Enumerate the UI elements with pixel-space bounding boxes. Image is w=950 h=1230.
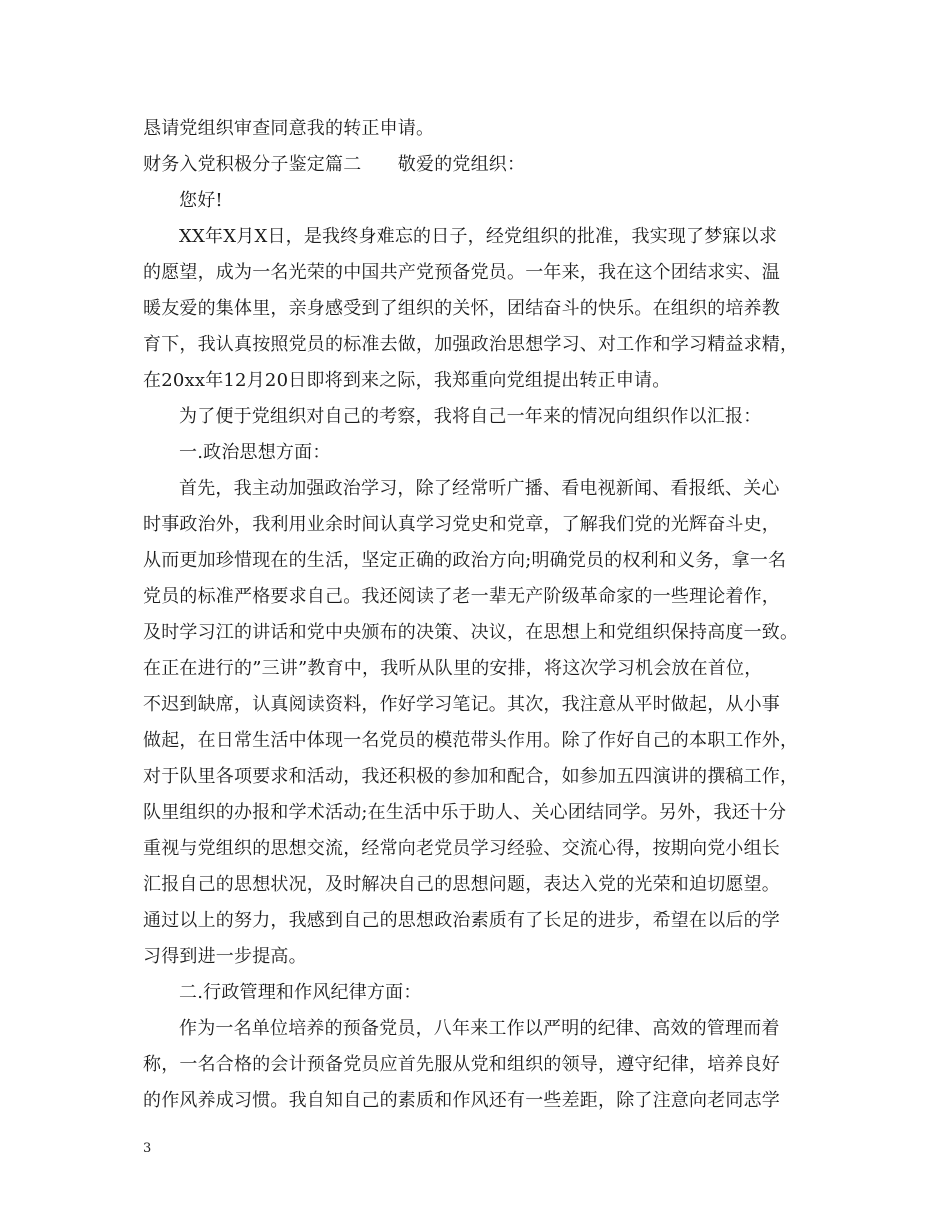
text-line: XX年X月X日，是我终身难忘的日子，经党组织的批准，我实现了梦寐以求 [179, 226, 778, 247]
text-line: 做起，在日常生活中体现一名党员的模范带头作用。除了作好自己的本职工作外， [143, 730, 799, 751]
text-line: 通过以上的努力，我感到自己的思想政治素质有了长足的进步，希望在以后的学 [143, 910, 780, 931]
text-line: 时事政治外，我利用业余时间认真学习党史和党章，了解我们党的光辉奋斗史， [143, 514, 780, 535]
text-line: 不迟到缺席，认真阅读资料，作好学习笔记。其次，我注意从平时做起，从小事 [143, 694, 780, 715]
text-line: 队里组织的办报和学术活动;在生活中乐于助人、关心团结同学。另外，我还十分 [143, 802, 787, 823]
text-line: 从而更加珍惜现在的生活，坚定正确的政治方向;明确党员的权利和义务，拿一名 [143, 550, 787, 571]
text-line: 及时学习江的讲话和党中央颁布的决策、决议，在思想上和党组织保持高度一致。 [143, 622, 799, 643]
text-line: 财务入党积极分子鉴定篇二 敬爱的党组织： [143, 154, 526, 175]
page-number: 3 [143, 1141, 152, 1156]
section-heading: 二.行政管理和作风纪律方面： [179, 982, 422, 1003]
text-line: 恳请党组织审查同意我的转正申请。 [143, 118, 435, 139]
section-heading: 一.政治思想方面： [179, 442, 331, 463]
text-line: 重视与党组织的思想交流，经常向老党员学习经验、交流心得，按期向党小组长 [143, 838, 780, 859]
text-line: 育下，我认真按照党员的标准去做，加强政治思想学习、对工作和学习精益求精， [143, 334, 799, 355]
text-line: 首先，我主动加强政治学习，除了经常听广播、看电视新闻、看报纸、关心 [179, 478, 780, 499]
text-line: 暖友爱的集体里，亲身感受到了组织的关怀，团结奋斗的快乐。在组织的培养教 [143, 298, 780, 319]
text-line: 习得到进一步提高。 [143, 946, 307, 967]
text-line: 在20xx年12月20日即将到来之际，我郑重向党组提出转正申请。 [143, 370, 671, 391]
text-line: 您好! [179, 190, 223, 211]
text-line: 在正在进行的”三讲”教育中，我听从队里的安排，将这次学习机会放在首位， [143, 658, 763, 679]
text-line: 作为一名单位培养的预备党员，八年来工作以严明的纪律、高效的管理而着 [179, 1018, 780, 1039]
text-line: 的愿望，成为一名光荣的中国共产党预备党员。一年来，我在这个团结求实、温 [143, 262, 780, 283]
text-line: 党员的标准严格要求自己。我还阅读了老一辈无产阶级革命家的一些理论着作， [143, 586, 780, 607]
text-line: 称，一名合格的会计预备党员应首先服从党和组织的领导，遵守纪律，培养良好 [143, 1054, 780, 1075]
text-line: 汇报自己的思想状况，及时解决自己的思想问题，表达入党的光荣和迫切愿望。 [143, 874, 780, 895]
text-line: 为了便于党组织对自己的考察，我将自己一年来的情况向组织作以汇报： [179, 406, 762, 427]
text-line: 对于队里各项要求和活动，我还积极的参加和配合，如参加五四演讲的撰稿工作， [143, 766, 799, 787]
text-line: 的作风养成习惯。我自知自己的素质和作风还有一些差距，除了注意向老同志学 [143, 1090, 780, 1111]
